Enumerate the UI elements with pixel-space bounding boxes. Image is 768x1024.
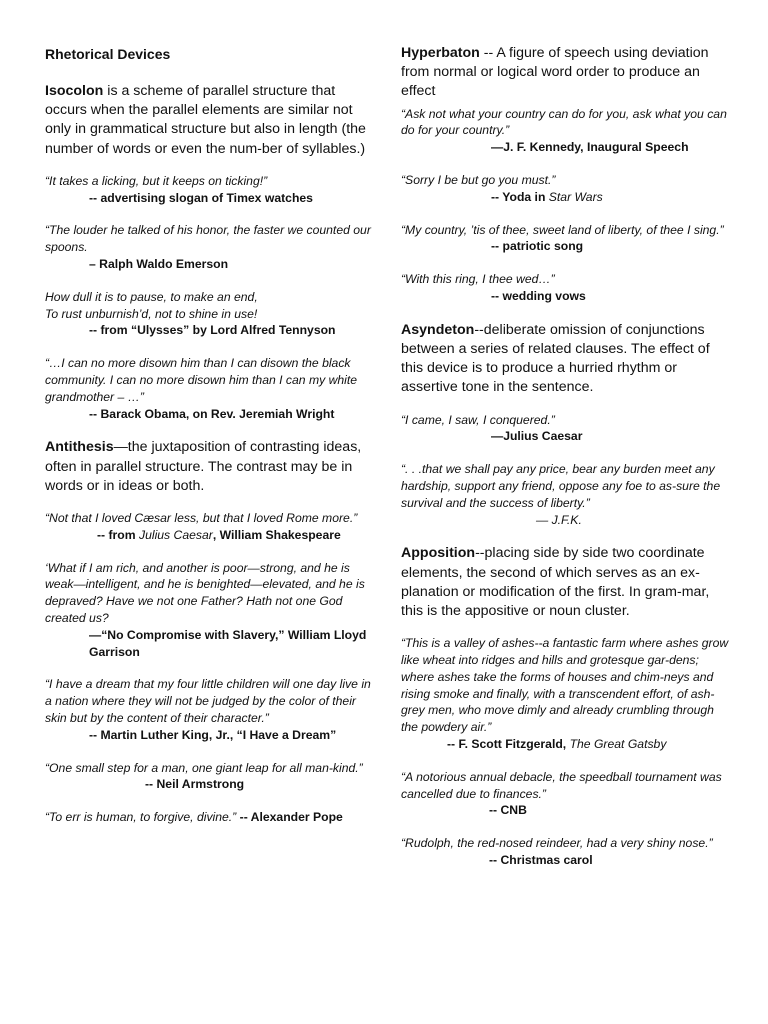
attribution: -- Neil Armstrong <box>145 777 245 792</box>
quote-line: How dull it is to pause, to make an end, <box>45 289 258 304</box>
hyperbaton-definition: Hyperbaton -- A figure of speech using deviation from normal or logical word order to produce an effect <box>401 45 709 100</box>
isocolon-definition: Isocolon is a scheme of parallel structure that occurs when the parallel elements are similar not only in grammatical structure but also in length (the number of words or even the num-ber of syllables.) <box>45 83 366 157</box>
quote: “I have a dream that my four little children will one day live in a nation where they will not be judged by the color of their skin but by the content of their character.” <box>45 677 371 725</box>
attribution: -- advertising slogan of Timex watches <box>89 190 313 205</box>
attribution: —J. F. Kennedy, Inaugural Speech <box>491 140 689 155</box>
quote: “…I can no more disown him than I can disown the black community. I can no more disown him than I can my white grandmother – …” <box>45 356 358 404</box>
asyndeton-term: Asyndeton <box>401 321 475 338</box>
quote: “To err is human, to forgive, divine.” -- Alexander Pope <box>45 810 343 825</box>
antithesis-example-2 <box>45 560 375 661</box>
isocolon-example-1 <box>45 173 375 207</box>
quote: “One small step for a man, one giant leap for all man-kind.” <box>45 760 363 775</box>
hyperbaton-example-2 <box>401 172 731 206</box>
asyndeton-example-2 <box>401 461 731 528</box>
apposition-example-2 <box>401 769 731 819</box>
isocolon-term: Isocolon <box>45 83 104 99</box>
quote: “The louder he talked of his honor, the faster we counted our spoons. <box>45 223 371 255</box>
section-apposition <box>401 544 731 868</box>
attribution: -- Alexander Pope <box>236 810 343 825</box>
attribution: -- from “Ulysses” by Lord Alfred Tennyson <box>89 323 336 338</box>
quote: “Sorry I be but go you must.” <box>401 173 556 187</box>
attribution: – Ralph Waldo Emerson <box>89 257 229 271</box>
attribution: -- wedding vows <box>491 288 586 303</box>
antithesis-example-5 <box>45 809 375 826</box>
antithesis-example-1 <box>45 510 375 544</box>
attribution: -- F. Scott Fitzgerald, The Great Gatsby <box>447 736 667 751</box>
antithesis-definition: Antithesis—the juxtaposition of contrasting ideas, often in parallel structure. The contrast may be in words or in ideas or both. <box>45 439 362 494</box>
quote: “With this ring, I thee wed…” <box>401 272 555 287</box>
left-column <box>45 44 375 842</box>
quote: “A notorious annual debacle, the speedball tournament was cancelled due to finances.” <box>401 769 722 801</box>
antithesis-example-4 <box>45 760 375 794</box>
attribution: -- Christmas carol <box>489 852 593 867</box>
attribution: -- CNB <box>489 803 527 818</box>
quote: “Rudolph, the red-nosed reindeer, had a very shiny nose.” <box>401 836 713 851</box>
hyperbaton-example-3 <box>401 222 731 256</box>
apposition-example-3 <box>401 835 731 869</box>
section-antithesis <box>45 438 375 826</box>
apposition-definition: Apposition--placing side by side two coordinate elements, the second of which serves as an ex-planation or modification of the first. In gram-mar, this is the appositive or noun cluster. <box>401 545 710 619</box>
apposition-example-1 <box>401 635 731 753</box>
section-hyperbaton <box>401 44 731 305</box>
hyperbaton-term: Hyperbaton <box>401 45 480 61</box>
antithesis-term: Antithesis <box>45 439 114 456</box>
quote: “. . .that we shall pay any price, bear any burden meet any hardship, support any friend, oppose any foe to as-sure the survival and the success of liberty.” <box>401 462 721 510</box>
section-isocolon <box>45 82 375 422</box>
quote: “Ask not what your country can do for you, ask what you can do for your country.” <box>401 106 727 138</box>
quote: “Not that I loved Cæsar less, but that I loved Rome more.” <box>45 510 358 525</box>
document-title: Rhetorical Devices <box>45 46 171 62</box>
asyndeton-example-1 <box>401 412 731 446</box>
attribution: -- Yoda in Star Wars <box>491 189 603 204</box>
isocolon-example-2 <box>45 222 375 272</box>
antithesis-example-3 <box>45 676 375 743</box>
quote: “This is a valley of ashes--a fantastic farm where ashes grow like wheat into ridges and hills and grotesque gar-dens; where ashes take the forms of houses and chim-neys and rising smoke and finally, with a transcendent effort, of ash-grey men, who move dimly and already crumbling through the powdery air.” <box>401 636 729 735</box>
right-column <box>401 44 731 885</box>
attribution: — J.F.K. <box>536 512 582 527</box>
apposition-term: Apposition <box>401 545 476 562</box>
attribution: —Julius Caesar <box>491 429 583 444</box>
attribution: -- Barack Obama, on Rev. Jeremiah Wright <box>89 406 335 421</box>
section-asyndeton <box>401 321 731 529</box>
attribution: —“No Compromise with Slavery,” William Lloyd Garrison <box>89 627 367 659</box>
quote: “It takes a licking, but it keeps on ticking!” <box>45 173 268 188</box>
hyperbaton-example-1 <box>401 106 731 156</box>
quote: “My country, ’tis of thee, sweet land of liberty, of thee I sing.” <box>401 222 724 237</box>
quote-line: To rust unburnish’d, not to shine in use! <box>45 306 258 321</box>
isocolon-example-4 <box>45 355 375 422</box>
asyndeton-definition: Asyndeton--deliberate omission of conjunctions between a series of related clauses. The effect of this device is to produce a hurried rhythm or assertive tone in the sentence. <box>401 321 710 396</box>
attribution: -- patriotic song <box>491 239 584 254</box>
quote: ‘What if I am rich, and another is poor—strong, and he is weak—intelligent, and he is benighted—elevated, and he is depraved? Have we not one Father? Hath not one God created us? <box>45 560 365 625</box>
attribution: -- Martin Luther King, Jr., “I Have a Dream” <box>89 727 337 742</box>
hyperbaton-example-4 <box>401 271 731 305</box>
attribution: -- from Julius Caesar, William Shakespeare <box>97 527 341 542</box>
isocolon-example-3 <box>45 289 375 339</box>
quote: “I came, I saw, I conquered.” <box>401 412 555 427</box>
